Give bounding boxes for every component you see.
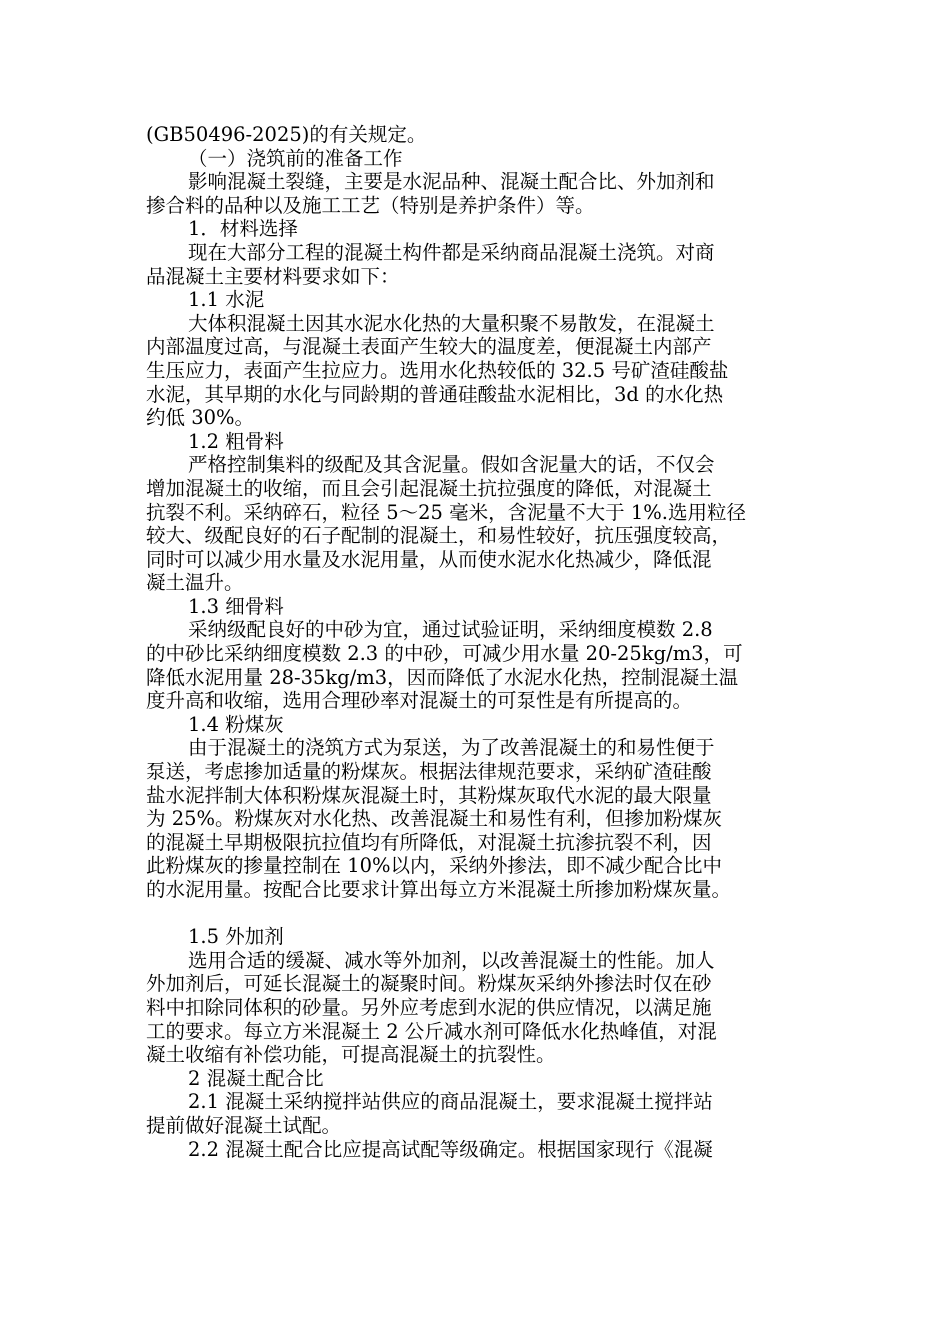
text-line: 抗裂不利。采纳碎石，粒径 5～25 毫米，含泥量不大于 1%.选用粒径 bbox=[146, 500, 746, 524]
text-line: 大体积混凝土因其水泥水化热的大量积聚不易散发，在混凝土 bbox=[188, 311, 715, 335]
text-line: （一）浇筑前的准备工作 bbox=[188, 146, 403, 170]
text-line: 水泥，其早期的水化与同龄期的普通硅酸盐水泥相比，3d 的水化热 bbox=[146, 382, 724, 406]
text-line: 料中扣除同体积的砂量。另外应考虑到水泥的供应情况，以满足施 bbox=[146, 995, 712, 1019]
text-line: 采纳级配良好的中砂为宜，通过试验证明，采纳细度模数 2.8 bbox=[188, 618, 713, 642]
text-line: 掺合料的品种以及施工工艺（特别是养护条件）等。 bbox=[146, 193, 595, 217]
text-line: 外加剂后，可延长混凝土的凝聚时间。粉煤灰采纳外掺法时仅在砂 bbox=[146, 972, 712, 996]
text-line: 盐水泥拌制大体积粉煤灰混凝土时，其粉煤灰取代水泥的最大限量 bbox=[146, 783, 712, 807]
text-line: 影响混凝土裂缝，主要是水泥品种、混凝土配合比、外加剂和 bbox=[188, 170, 715, 194]
text-line: (GB50496-2025)的有关规定。 bbox=[146, 123, 427, 146]
text-line: 此粉煤灰的掺量控制在 10%以内，采纳外掺法，即不减少配合比中 bbox=[146, 854, 723, 878]
text-line: 2.1 混凝土采纳搅拌站供应的商品混凝土，要求混凝土搅拌站 bbox=[188, 1090, 713, 1114]
text-line: 的水泥用量。按配合比要求计算出每立方米混凝土所掺加粉煤灰量。 bbox=[146, 878, 732, 901]
text-line: 1.2 粗骨料 bbox=[188, 429, 284, 453]
text-line: 较大、级配良好的石子配制的混凝土，和易性较好，抗压强度较高， bbox=[146, 524, 732, 548]
text-line: 现在大部分工程的混凝土构件都是采纳商品混凝土浇筑。对商 bbox=[188, 240, 715, 264]
text-line: 的混凝土早期极限抗拉值均有所降低，对混凝土抗渗抗裂不利，因 bbox=[146, 830, 712, 854]
text-line: 生压应力，表面产生拉应力。选用水化热较低的 32.5 号矿渣硅酸盐 bbox=[146, 358, 729, 382]
text-line: 1．材料选择 bbox=[188, 217, 298, 241]
text-line: 工的要求。每立方米混凝土 2 公斤减水剂可降低水化热峰值，对混 bbox=[146, 1019, 717, 1043]
document-page bbox=[146, 123, 806, 1161]
text-line: 1.4 粉煤灰 bbox=[188, 712, 284, 736]
text-line: 1.5 外加剂 bbox=[188, 925, 284, 949]
text-line: 凝土收缩有补偿功能，可提高混凝土的抗裂性。 bbox=[146, 1043, 556, 1067]
text-line: 的中砂比采纳细度模数 2.3 的中砂，可减少用水量 20-25kg/m3，可 bbox=[146, 642, 743, 666]
text-line: 泵送，考虑掺加适量的粉煤灰。根据法律规范要求，采纳矿渣硅酸 bbox=[146, 760, 712, 784]
text-line: 严格控制集料的级配及其含泥量。假如含泥量大的话，不仅会 bbox=[188, 453, 715, 477]
text-line: 由于混凝土的浇筑方式为泵送，为了改善混凝土的和易性便于 bbox=[188, 736, 715, 760]
text-line: 降低水泥用量 28-35kg/m3，因而降低了水泥水化热，控制混凝土温 bbox=[146, 665, 739, 689]
text-line: 度升高和收缩，选用合理砂率对混凝土的可泵性是有所提高的。 bbox=[146, 689, 693, 713]
text-line: 内部温度过高，与混凝土表面产生较大的温度差，便混凝土内部产 bbox=[146, 335, 712, 359]
text-line: 1.3 细骨料 bbox=[188, 594, 284, 618]
text-line: 1.1 水泥 bbox=[188, 288, 265, 312]
text-line: 选用合适的缓凝、减水等外加剂，以改善混凝土的性能。加人 bbox=[188, 948, 715, 972]
text-line: 同时可以减少用水量及水泥用量，从而使水泥水化热减少，降低混 bbox=[146, 547, 712, 571]
text-line: 约低 30%。 bbox=[146, 406, 255, 430]
text-line: 品混凝土主要材料要求如下： bbox=[146, 264, 400, 288]
text-line: 凝土温升。 bbox=[146, 571, 244, 595]
text-line: 为 25%。粉煤灰对水化热、改善混凝土和易性有利，但掺加粉煤灰 bbox=[146, 807, 723, 831]
text-line: 提前做好混凝土试配。 bbox=[146, 1113, 342, 1137]
text-line: 增加混凝土的收缩，而且会引起混凝土抗拉强度的降低，对混凝土 bbox=[146, 476, 712, 500]
blank-line bbox=[146, 902, 806, 926]
text-line: 2.2 混凝土配合比应提高试配等级确定。根据国家现行《混凝 bbox=[188, 1137, 713, 1161]
text-line: 2 混凝土配合比 bbox=[188, 1066, 324, 1090]
